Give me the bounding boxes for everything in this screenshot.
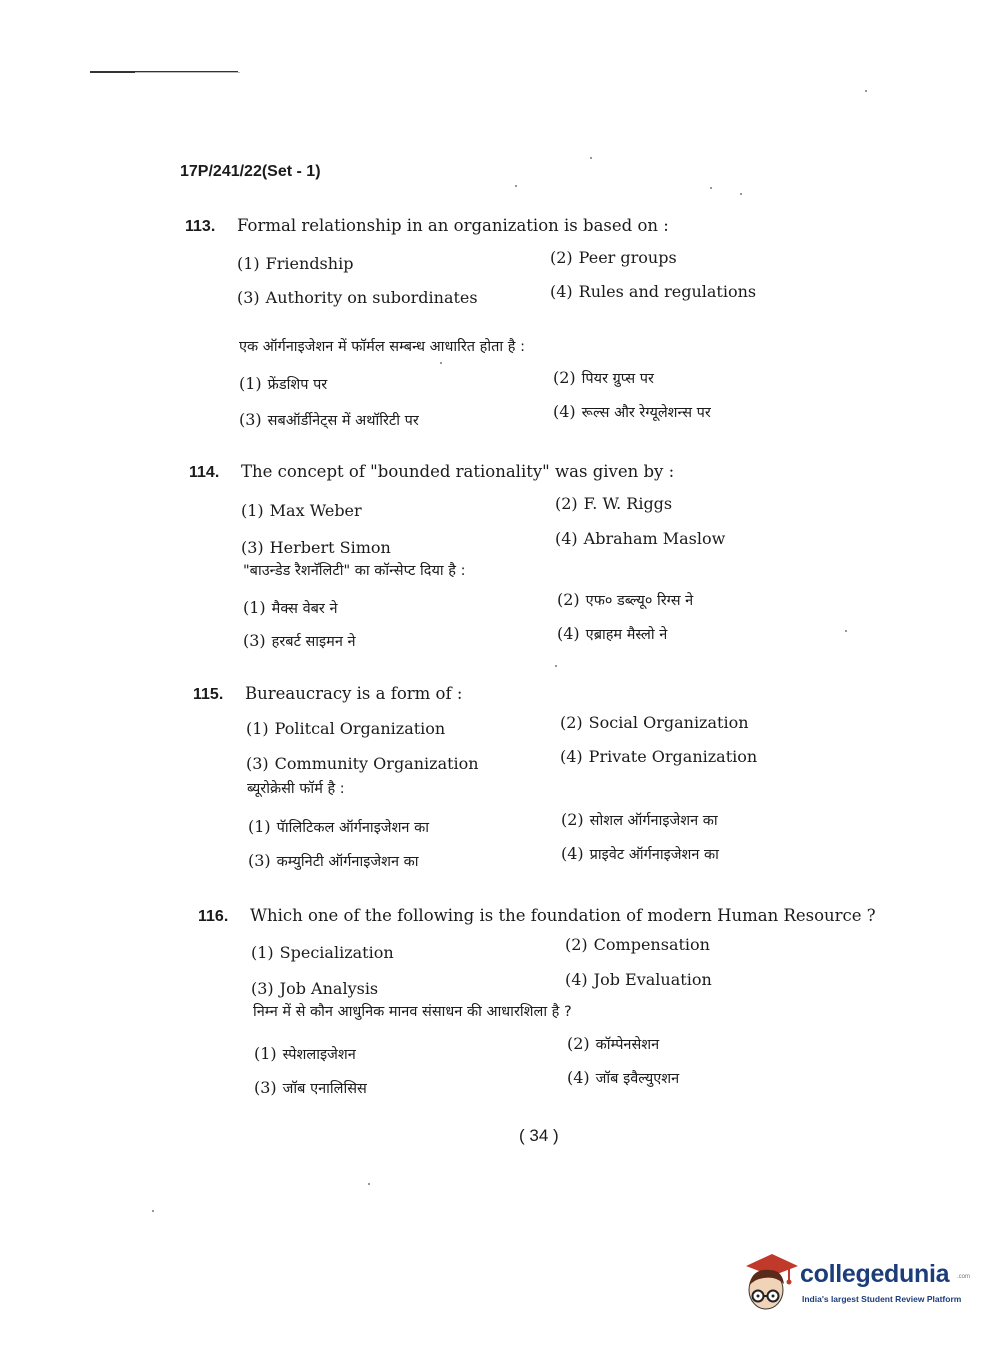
question-text-hi: एक ऑर्गनाइजेशन में फॉर्मल सम्बन्ध आधारित होता है :	[239, 339, 525, 355]
option-hi: (1) स्पेशलाइजेशन	[254, 1044, 356, 1063]
option-hi: (1) मैक्स वेबर ने	[243, 598, 338, 617]
option-en: (1) Specialization	[251, 943, 394, 962]
option-hi: (3) कम्युनिटी ऑर्गनाइजेशन का	[248, 851, 419, 870]
option-en: (1) Max Weber	[241, 501, 362, 520]
question-text-en: Which one of the following is the foundation of modern Human Resource ?	[250, 906, 876, 925]
option-hi: (1) पॅालिटिकल ऑर्गनाइजेशन का	[248, 817, 429, 836]
question-text-en: Formal relationship in an organization is based on :	[237, 216, 669, 235]
option-hi: (2) कॉम्पेनसेशन	[567, 1034, 660, 1053]
option-en: (3) Job Analysis	[251, 979, 379, 998]
scan-speck	[555, 665, 557, 667]
option-hi: (4) रूल्स और रेग्यूलेशन्स पर	[553, 402, 711, 421]
question-text-en: The concept of "bounded rationality" was given by :	[241, 462, 675, 481]
question-number: 115.	[193, 686, 224, 703]
option-hi: (1) फ्रेंडशिप पर	[239, 374, 328, 393]
option-en: (2) Social Organization	[560, 713, 749, 732]
set-code: 17P/241/22(Set - 1)	[180, 163, 321, 180]
option-en: (2) Peer groups	[550, 248, 677, 267]
question-text-hi: निम्न में से कौन आधुनिक मानव संसाधन की आधारशिला है ?	[253, 1004, 572, 1020]
scan-speck	[590, 157, 592, 159]
option-en: (3) Herbert Simon	[241, 538, 391, 557]
scan-speck	[440, 362, 442, 364]
mascot-icon	[742, 1250, 800, 1316]
option-en: (4) Rules and regulations	[550, 282, 757, 301]
collegedunia-logo	[742, 1250, 972, 1316]
logo-brand-text: collegedunia	[800, 1260, 950, 1288]
option-en: (4) Abraham Maslow	[555, 529, 726, 548]
option-hi: (3) सबऑर्डीनेट्स में अथॉरिटी पर	[239, 410, 419, 429]
page-number: ( 34 )	[519, 1126, 559, 1145]
option-en: (4) Private Organization	[560, 747, 758, 766]
option-hi: (2) पियर ग्रुप्स पर	[553, 368, 654, 387]
option-en: (1) Friendship	[237, 254, 354, 273]
option-en: (2) Compensation	[565, 935, 710, 954]
scan-speck	[710, 187, 712, 189]
option-hi: (4) जॉब इवैल्युएशन	[567, 1068, 680, 1087]
option-hi: (3) हरबर्ट साइमन ने	[243, 631, 356, 650]
option-en: (4) Job Evaluation	[565, 970, 712, 989]
scan-speck	[845, 630, 847, 632]
question-number: 114.	[189, 464, 220, 481]
option-hi: (2) एफ० डब्ल्यू० रिग्स ने	[557, 590, 694, 609]
top-rule-faint	[135, 72, 240, 73]
option-hi: (4) एब्राहम मैस्लो ने	[557, 624, 668, 643]
scan-speck	[740, 193, 742, 195]
option-en: (3) Authority on subordinates	[237, 288, 478, 307]
scan-speck	[865, 90, 867, 92]
scan-speck	[152, 1210, 154, 1212]
scan-speck	[368, 1183, 370, 1185]
logo-tagline: India's largest Student Review Platform	[802, 1294, 962, 1304]
question-text-en: Bureaucracy is a form of :	[245, 684, 463, 703]
option-hi: (3) जॉब एनालिसिस	[254, 1078, 367, 1097]
question-text-hi: ब्यूरोक्रेसी फॉर्म है :	[247, 781, 345, 797]
question-text-hi: "बाउन्डेड रैशनॅलिटी" का कॉन्सेप्ट दिया है :	[243, 563, 466, 579]
option-en: (2) F. W. Riggs	[555, 494, 673, 513]
option-en: (1) Politcal Organization	[246, 719, 446, 738]
option-hi: (4) प्राइवेट ऑर्गनाइजेशन का	[561, 844, 719, 863]
question-number: 116.	[198, 908, 229, 925]
option-en: (3) Community Organization	[246, 754, 479, 773]
logo-suffix: .com	[957, 1274, 971, 1280]
scan-speck	[515, 185, 517, 187]
option-hi: (2) सोशल ऑर्गनाइजेशन का	[561, 810, 718, 829]
question-number: 113.	[185, 218, 216, 235]
